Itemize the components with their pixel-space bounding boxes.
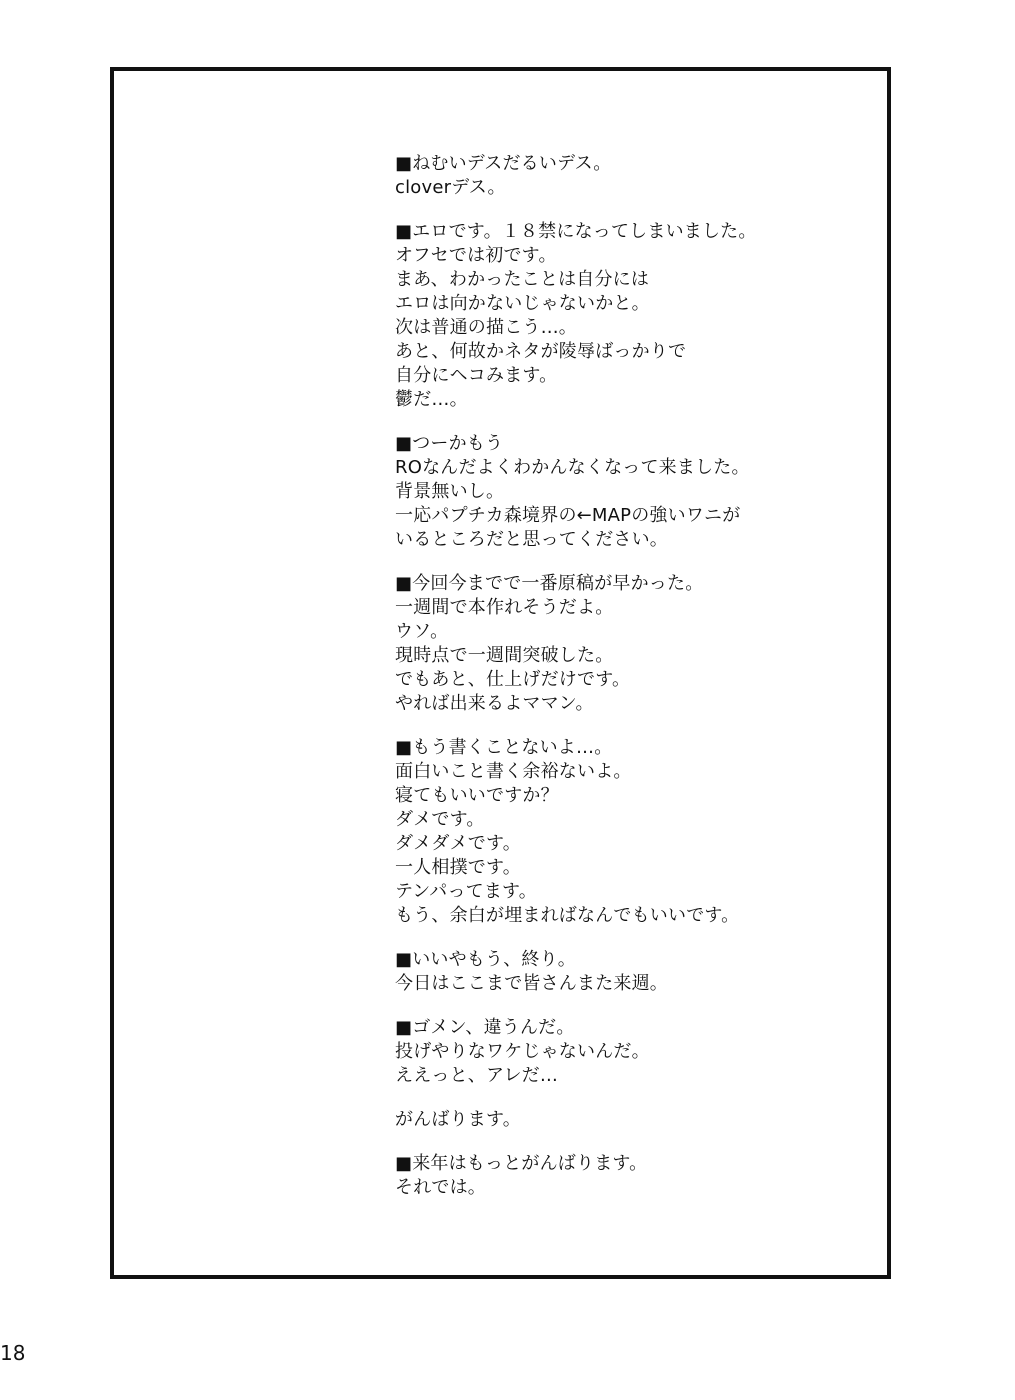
text-line: ■つーかもう (395, 433, 504, 454)
text-line: 次は普通の描こう…。 (395, 317, 577, 338)
text-line: それでは。 (395, 1177, 486, 1198)
text-line: ■来年はもっとがんばります。 (395, 1153, 648, 1174)
afterword-text (395, 152, 855, 1200)
text-line: 今日はここまで皆さんまた来週。 (395, 973, 668, 994)
text-line: ■いいやもう、終り。 (395, 949, 577, 970)
text-line: もう、余白が埋まればなんでもいいです。 (395, 905, 740, 926)
text-line: ■もう書くことないよ…。 (395, 737, 613, 758)
text-line: cloverデス。 (395, 177, 506, 198)
text-line: 現時点で一週間突破した。 (395, 645, 614, 666)
text-line: がんばります。 (395, 1109, 521, 1130)
text-line: ■ゴメン、違うんだ。 (395, 1017, 575, 1038)
text-line: 一応パプチカ森境界の←MAPの強いワニが (395, 505, 741, 526)
text-line: まあ、わかったことは自分には (395, 269, 650, 290)
text-line: ダメです。 (395, 809, 485, 830)
text-line: ウソ。 (395, 621, 449, 642)
text-line: テンパってます。 (395, 881, 537, 902)
text-line: やれば出来るよママン。 (395, 693, 594, 714)
text-line: オフセでは初です。 (395, 245, 557, 266)
text-line: あと、何故かネタが陵辱ばっかりで (395, 341, 687, 362)
text-line: 一人相撲です。 (395, 857, 521, 878)
text-line: ダメダメです。 (395, 833, 521, 854)
text-line: でもあと、仕上げだけです。 (395, 669, 631, 690)
text-line: エロは向かないじゃないかと。 (395, 293, 650, 314)
text-line: ええっと、アレだ… (395, 1065, 559, 1086)
text-line: 寝てもいいですか？ (395, 785, 559, 806)
text-line: 投げやりなワケじゃないんだ。 (395, 1041, 650, 1062)
text-line: 一週間で本作れそうだよ。 (395, 597, 614, 618)
text-line: 鬱だ…。 (395, 389, 468, 410)
text-line: ROなんだよくわかんなくなって来ました。 (395, 457, 750, 478)
text-line: ■今回今までで一番原稿が早かった。 (395, 573, 704, 594)
text-line: 面白いこと書く余裕ないよ。 (395, 761, 632, 782)
text-line: ■ねむいデスだるいデス。 (395, 153, 612, 174)
text-line: 自分にヘコみます。 (395, 365, 558, 386)
text-line: 背景無いし。 (395, 481, 505, 502)
text-line: ■エロです。１８禁になってしまいました。 (395, 221, 757, 242)
text-line: いるところだと思ってください。 (395, 529, 668, 550)
page-number: 18 (0, 1341, 26, 1365)
